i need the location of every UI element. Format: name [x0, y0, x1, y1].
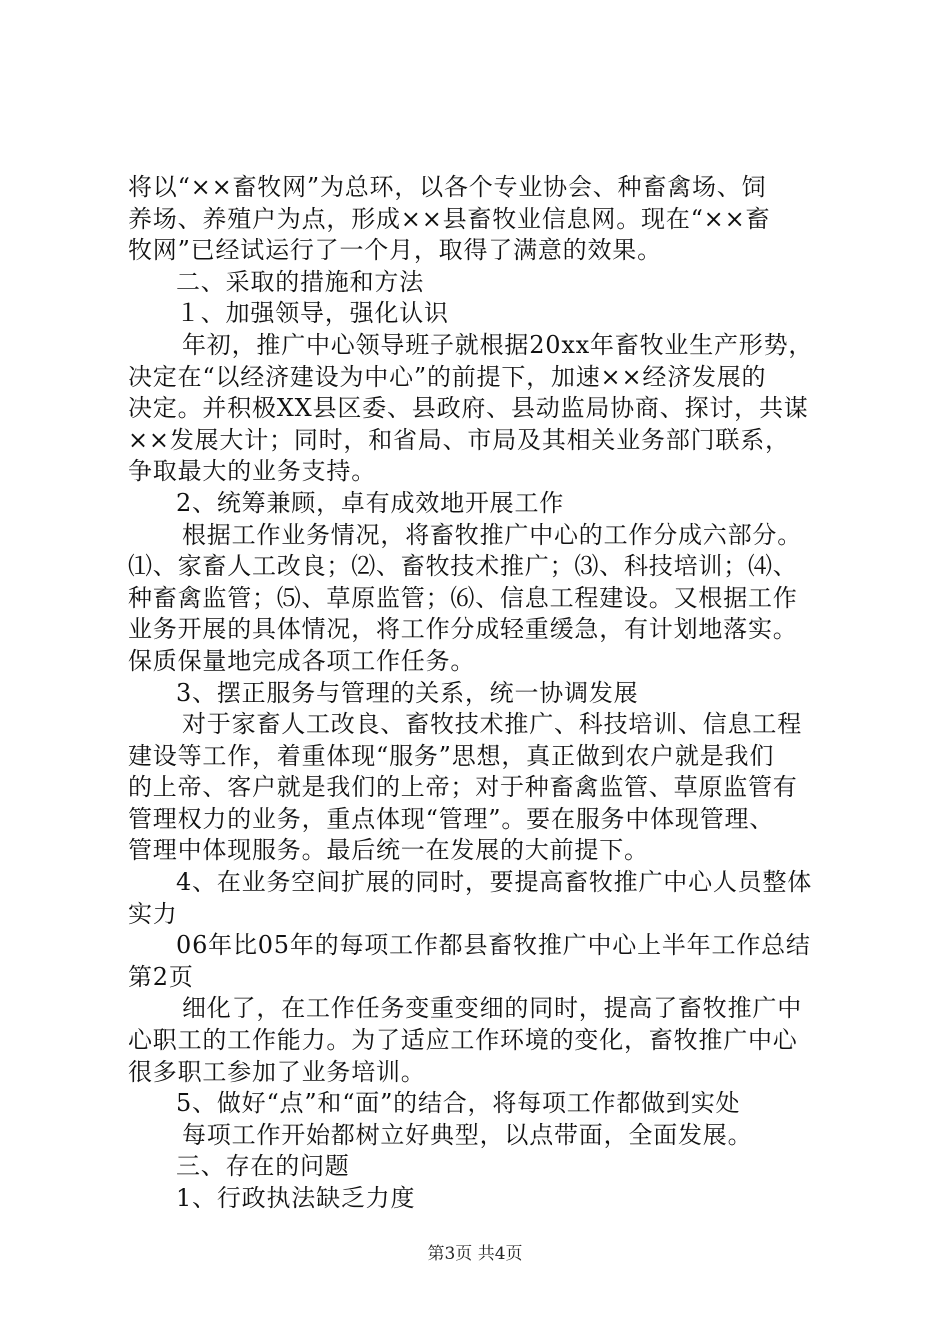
text-line: 决定。并积极XX县区委、县政府、县动监局协商、探讨，共谋: [128, 394, 809, 423]
text-line: 2、统筹兼顾，卓有成效地开展工作: [176, 488, 565, 517]
text-line: 年初，推广中心领导班子就根据20xx年畜牧业生产形势，: [182, 330, 814, 359]
text-line: 业务开展的具体情况，将工作分成轻重缓急，有计划地落实。: [128, 615, 798, 644]
text-line: 决定在“以经济建设为中心”的前提下，加速××经济发展的: [128, 362, 767, 391]
page-footer: 第3页 共4页: [427, 1244, 523, 1264]
text-line: 的上帝、客户就是我们的上帝；对于种畜禽监管、草原监管有: [128, 773, 798, 802]
text-line: 根据工作业务情况，将畜牧推广中心的工作分成六部分。: [182, 520, 802, 549]
text-line: 管理权力的业务，重点体现“管理”。要在服务中体现管理、: [128, 804, 775, 833]
text-line: 实力: [128, 899, 178, 928]
document-body: [128, 172, 834, 1215]
text-line: 第2页: [128, 962, 194, 991]
text-line: 将以“××畜牧网”为总环，以各个专业协会、种畜禽场、饲: [128, 173, 767, 201]
text-line: 1、行政执法缺乏力度: [176, 1184, 416, 1212]
text-line: 种畜禽监管；⑸、草原监管；⑹、信息工程建设。又根据工作: [128, 583, 798, 612]
text-line: 很多职工参加了业务培训。: [128, 1057, 426, 1086]
text-line: 三、存在的问题: [176, 1152, 350, 1181]
text-line: 争取最大的业务支持。: [128, 457, 376, 486]
text-line: 对于家畜人工改良、畜牧技术推广、科技培训、信息工程: [182, 710, 802, 739]
text-line: 每项工作开始都树立好典型，以点带面，全面发展。: [182, 1120, 753, 1149]
text-line: １、加强领导，强化认识: [176, 299, 449, 328]
text-line: 06年比05年的每项工作都县畜牧推广中心上半年工作总结: [176, 931, 811, 960]
text-line: ⑴、家畜人工改良；⑵、畜牧技术推广；⑶、科技培训；⑷、: [128, 552, 798, 581]
text-line: 3、摆正服务与管理的关系，统一协调发展: [176, 678, 639, 707]
text-line: 养场、养殖户为点，形成××县畜牧业信息网。现在“××畜: [128, 204, 771, 233]
text-line: 保质保量地完成各项工作任务。: [128, 646, 476, 675]
text-line: 4、在业务空间扩展的同时，要提高畜牧推广中心人员整体: [176, 868, 813, 897]
text-line: ××发展大计；同时，和省局、市局及其相关业务部门联系，: [128, 425, 790, 454]
text-line: 二、采取的措施和方法: [176, 267, 424, 296]
text-line: 牧网”已经试运行了一个月，取得了满意的效果。: [128, 236, 662, 265]
text-line: 细化了，在工作任务变重变细的同时，提高了畜牧推广中: [182, 994, 802, 1023]
text-line: 5、做好“点”和“面”的结合，将每项工作都做到实处: [176, 1089, 741, 1118]
text-line: 管理中体现服务。最后统一在发展的大前提下。: [128, 836, 649, 865]
text-line: 建设等工作，着重体现“服务”思想，真正做到农户就是我们: [128, 741, 775, 770]
text-line: 心职工的工作能力。为了适应工作环境的变化，畜牧推广中心: [128, 1026, 798, 1055]
